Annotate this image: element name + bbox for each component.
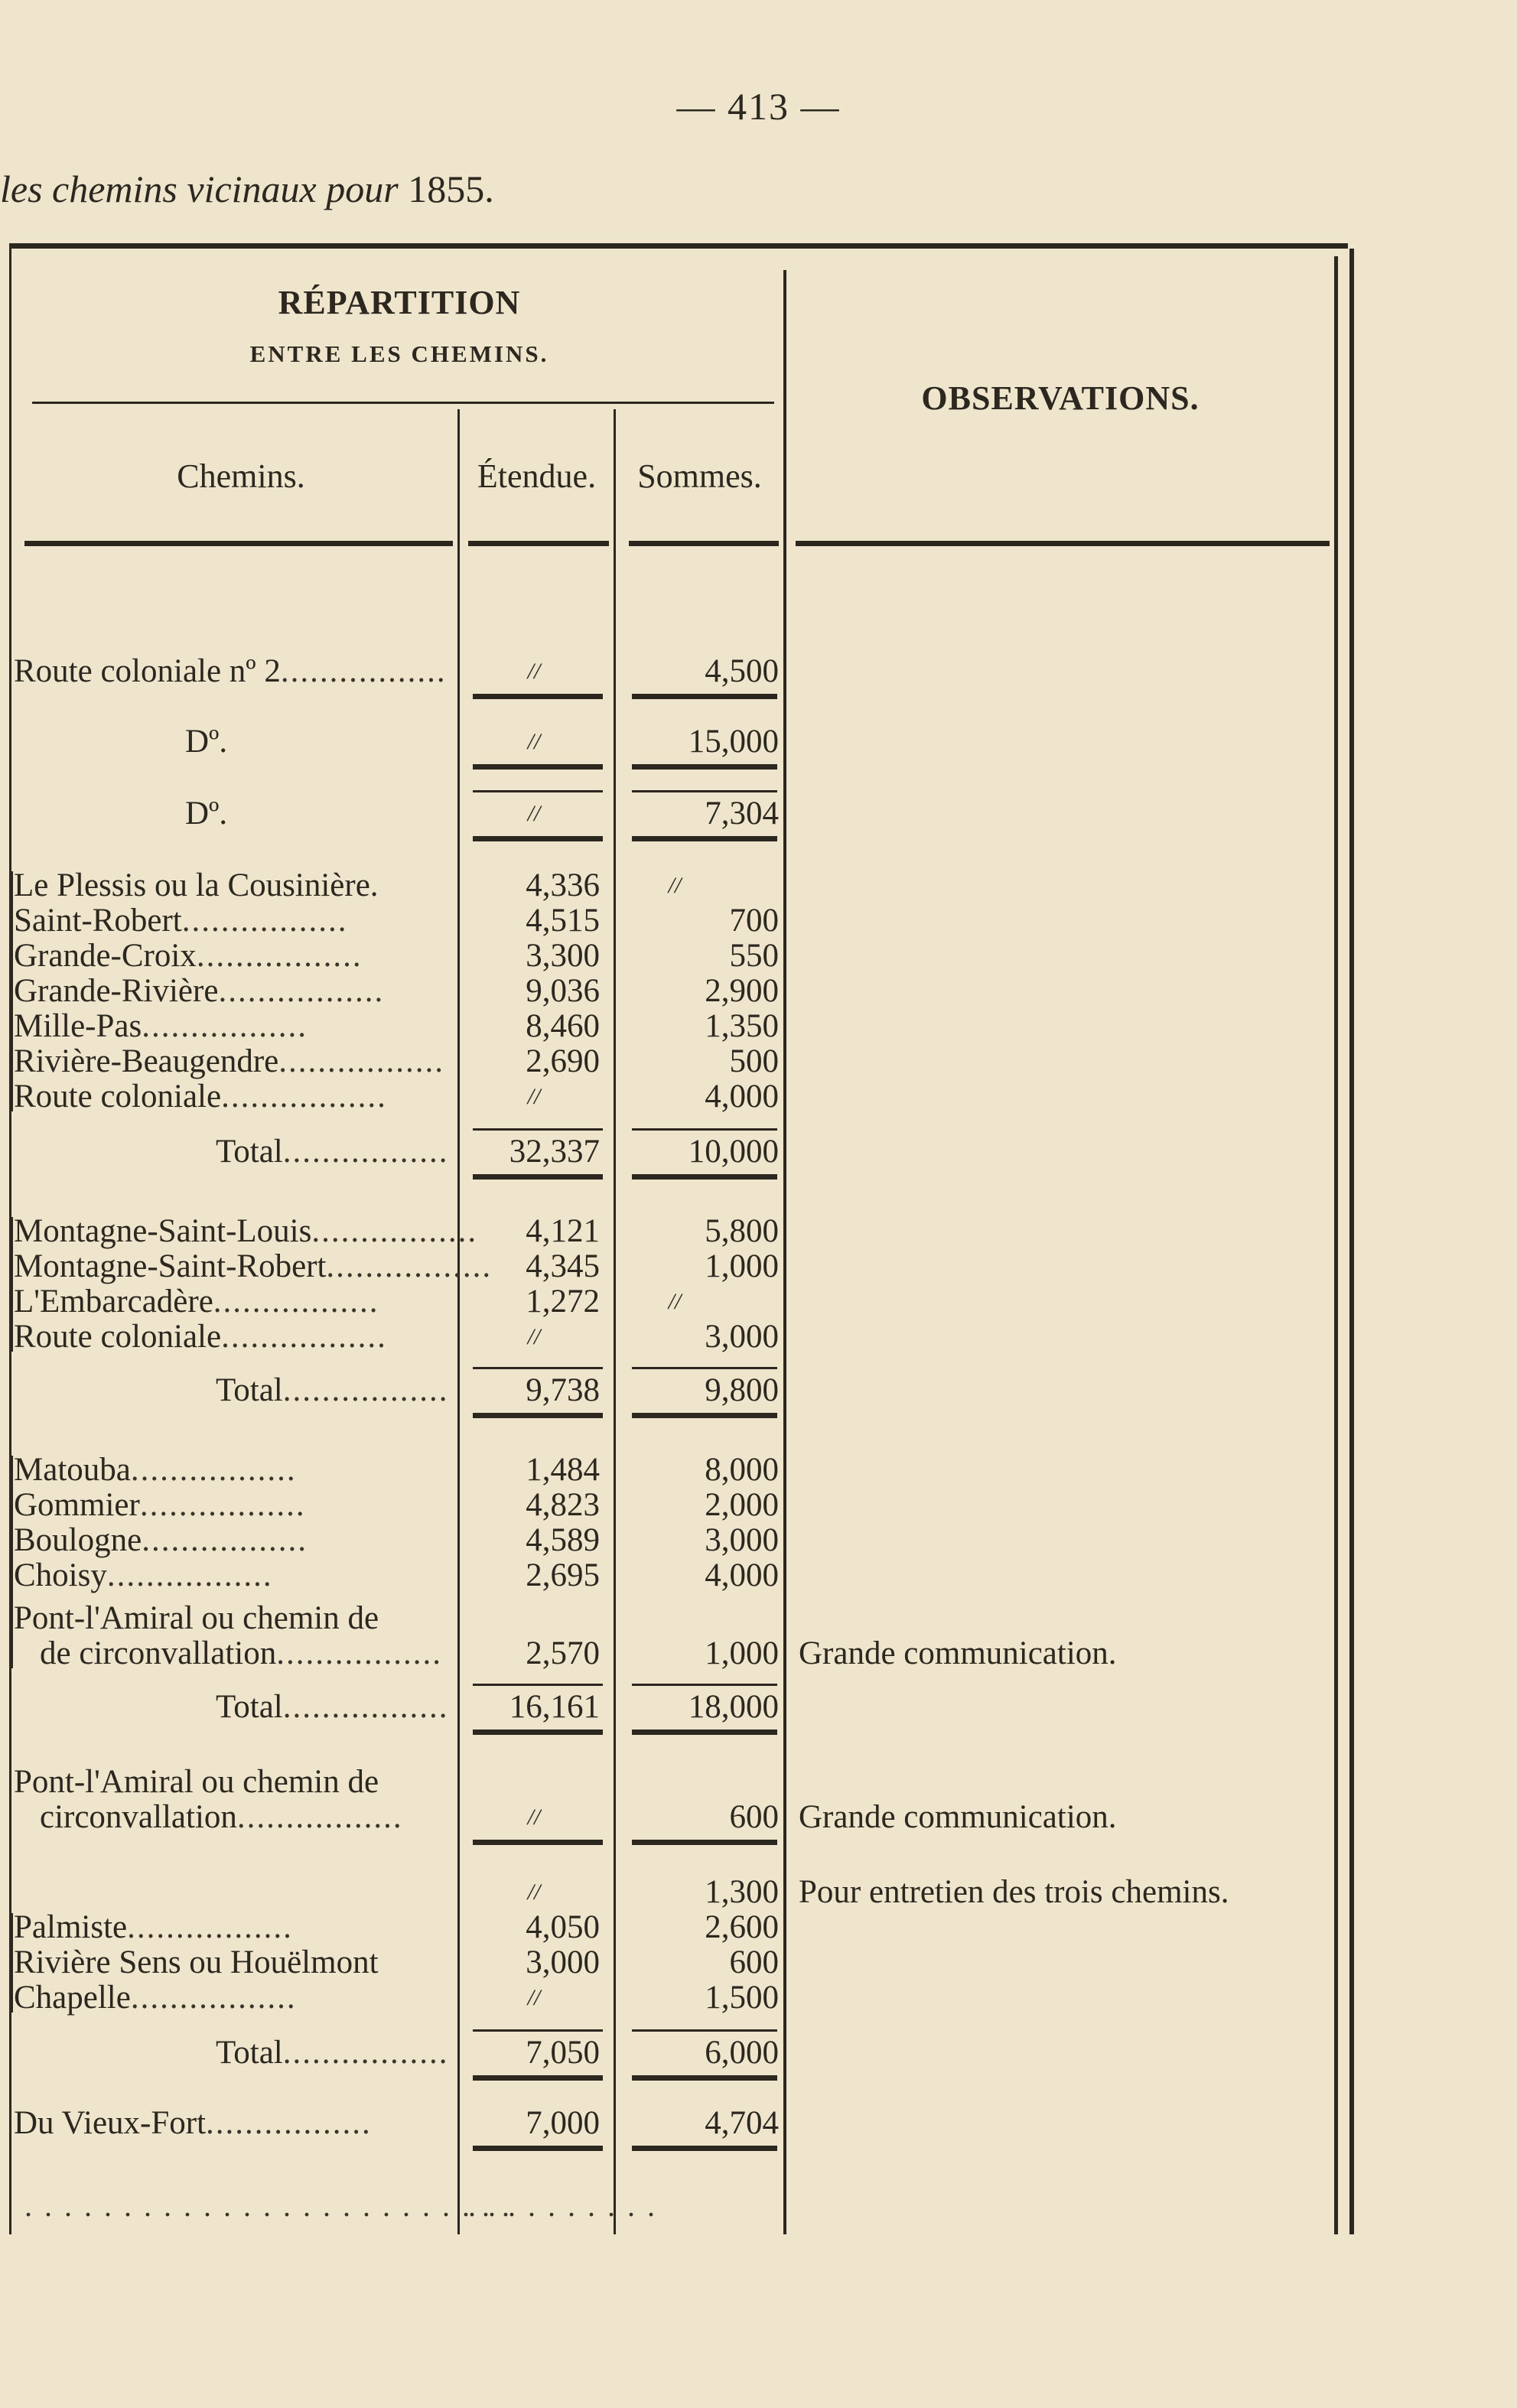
dotted-end-name: . . . . . . . . . . . . . . . . . . . . . . . . . [24, 2188, 512, 2223]
row-sum: 4,500 [705, 653, 779, 689]
row-extent: 2,695 [526, 1557, 600, 1593]
rule-extent [473, 836, 603, 841]
column-header-sums: Sommes. [637, 457, 762, 495]
row-name-text: Choisy [14, 1557, 107, 1593]
row-name [14, 1009, 453, 1044]
total-rule-sums [632, 1684, 777, 1686]
row-extent: 4,121 [526, 1213, 600, 1249]
leader-dots: ................. [127, 1909, 293, 1945]
row-name-text: Chapelle [14, 1980, 131, 2016]
row-sum: // [668, 1289, 682, 1314]
table-row [9, 1523, 1334, 1558]
total-rule-extent [473, 1128, 603, 1131]
table-row [9, 1373, 1334, 1408]
rule-extent [473, 1840, 603, 1845]
leader-dots: ................. [142, 1008, 308, 1044]
total-rule-extent [473, 790, 603, 792]
row-sum: 1,300 [705, 1874, 779, 1910]
leader-dots: ................. [311, 1213, 478, 1249]
row-name-text: circonvallation [40, 1799, 237, 1835]
row-sum: 6,000 [705, 2035, 779, 2071]
header-bottom-rule-extent [468, 541, 609, 546]
row-name [14, 1248, 493, 1284]
total-rule-extent [473, 1684, 603, 1686]
row-name-text: Rivière-Beaugendre [14, 1043, 279, 1079]
row-extent: // [527, 1324, 541, 1349]
row-name-text: Total [216, 1372, 283, 1408]
header-bottom-rule-obs [796, 541, 1330, 546]
leader-dots: ................. [278, 1043, 444, 1079]
row-sum: 3,000 [705, 1319, 779, 1355]
leader-dots: ................. [326, 1248, 493, 1284]
row-name-text: Route coloniale [14, 1079, 222, 1115]
table-row [9, 1044, 1334, 1079]
row-name [14, 1284, 453, 1320]
table-row [9, 1558, 1334, 1593]
row-extent: 4,336 [526, 867, 600, 903]
table-row [9, 1009, 1334, 1044]
row-sum: 4,000 [705, 1079, 779, 1115]
row-sum: 8,000 [705, 1452, 779, 1488]
rule-sums [632, 1730, 777, 1735]
table-row [9, 1765, 1334, 1800]
table-row [9, 1875, 1334, 1910]
leader-dots: ................. [142, 1522, 308, 1558]
group-bracket [11, 1913, 13, 2013]
row-name [40, 1636, 453, 1671]
row-sum: 2,000 [705, 1487, 779, 1523]
row-extent: // [527, 1985, 541, 2010]
row-extent: 4,050 [526, 1909, 600, 1945]
row-name-text: de circonvallation [40, 1635, 277, 1671]
table-row [9, 1079, 1334, 1115]
rule-sums [632, 764, 777, 770]
row-name-text: Gommier [14, 1487, 140, 1523]
row-name-text: Grande-Rivière [14, 973, 219, 1009]
row-sum: 10,000 [688, 1134, 779, 1170]
row-name-text: Montagne-Saint-Louis [14, 1213, 312, 1249]
table-row [9, 724, 1334, 760]
column-header-observations: OBSERVATIONS. [921, 379, 1200, 417]
leader-dots: ................. [221, 1079, 387, 1115]
row-extent: 8,460 [526, 1008, 600, 1044]
rule-sums [632, 2075, 777, 2081]
row-name [14, 939, 453, 974]
row-observation: Grande communication. [799, 1635, 1117, 1671]
rule-sums [632, 1174, 777, 1180]
row-name-text: Route coloniale nº 2 [14, 653, 281, 689]
leader-dots: ................. [236, 1799, 403, 1835]
table-row [9, 1945, 1334, 1980]
row-sum: 600 [729, 1944, 779, 1980]
row-sum: 1,000 [705, 1635, 779, 1671]
header-rule [32, 402, 774, 404]
right-inner-border [1334, 256, 1338, 2234]
row-observation: Grande communication. [799, 1799, 1117, 1835]
row-name [185, 724, 453, 760]
row-sum: 550 [729, 938, 779, 974]
table-row [9, 1636, 1334, 1671]
row-name [14, 1213, 478, 1249]
table-row [9, 868, 1334, 903]
leader-dots: ................. [181, 903, 348, 939]
table-row [9, 1488, 1334, 1523]
column-header-name: Chemins. [177, 457, 305, 495]
table-row [9, 654, 1334, 689]
table-row [9, 903, 1334, 939]
row-extent: 1,484 [526, 1452, 600, 1488]
row-name-text: Total [216, 1134, 283, 1170]
row-extent: 4,589 [526, 1522, 600, 1558]
row-name [14, 974, 453, 1009]
rule-extent [473, 2146, 603, 2151]
row-extent: 9,036 [526, 973, 600, 1009]
table-row [9, 1214, 1334, 1249]
table-title: RÉPARTITION [278, 284, 521, 321]
row-name-text: Dº. [185, 796, 228, 831]
leader-dots: ................. [282, 2035, 449, 2071]
total-rule-sums [632, 1367, 777, 1369]
row-name [14, 903, 453, 939]
row-name-text: Dº. [185, 724, 228, 760]
row-name-text: Pont-l'Amiral ou chemin de [14, 1600, 379, 1636]
row-sum: 5,800 [705, 1213, 779, 1249]
table-row [9, 939, 1334, 974]
row-extent: // [527, 1879, 541, 1905]
group-bracket [11, 1456, 13, 1668]
row-extent: 7,000 [526, 2105, 600, 2141]
running-title-text: chemins vicinaux pour [52, 168, 399, 210]
row-extent: 16,161 [509, 1689, 600, 1725]
page-number: — 413 — [676, 85, 841, 128]
table-row [9, 1690, 1334, 1725]
row-extent: 4,515 [526, 903, 600, 939]
row-name [14, 2106, 453, 2141]
row-name-text: Matouba [14, 1452, 131, 1488]
table-row [9, 974, 1334, 1009]
table-row [9, 2035, 1334, 2071]
row-name [14, 1320, 453, 1355]
row-extent: 3,000 [526, 1944, 600, 1980]
total-rule-extent [473, 2029, 603, 2032]
header-bottom-rule-name [24, 541, 453, 546]
rule-sums [632, 694, 777, 699]
row-extent: 4,345 [526, 1248, 600, 1284]
row-sum: 1,350 [705, 1008, 779, 1044]
table-row [9, 1910, 1334, 1945]
row-name-text: Route coloniale [14, 1319, 222, 1355]
row-sum: 1,000 [705, 1248, 779, 1284]
row-name [14, 1079, 453, 1115]
rule-sums [632, 1413, 777, 1418]
total-rule-sums [632, 790, 777, 792]
total-rule-sums [632, 2029, 777, 2032]
row-name-text: Grande-Croix [14, 938, 197, 974]
row-sum: 15,000 [688, 724, 779, 760]
rule-sums [632, 836, 777, 841]
row-sum: 600 [729, 1799, 779, 1835]
row-name [14, 654, 453, 689]
table-row [9, 1134, 1334, 1170]
leader-dots: ................. [282, 1372, 449, 1408]
row-extent: 2,570 [526, 1635, 600, 1671]
row-name [14, 1523, 453, 1558]
group-bracket [11, 871, 13, 1111]
total-rule-extent [473, 1367, 603, 1369]
leader-dots: ................. [196, 938, 363, 974]
row-name [14, 1601, 453, 1636]
table-row [9, 1453, 1334, 1488]
table-row [9, 1284, 1334, 1320]
leader-dots: ................. [206, 2105, 372, 2141]
total-rule-sums [632, 1128, 777, 1131]
row-sum: 18,000 [688, 1689, 779, 1725]
leader-dots: ................. [130, 1452, 297, 1488]
row-name-text: Pont-l'Amiral ou chemin de [14, 1764, 379, 1800]
row-name-text: Du Vieux-Fort [14, 2105, 207, 2141]
running-title-year: 1855. [408, 168, 494, 210]
row-extent: 4,823 [526, 1487, 600, 1523]
leader-dots: ................. [276, 1635, 442, 1671]
leader-dots: ................. [213, 1284, 379, 1320]
row-name [14, 1044, 453, 1079]
rule-extent [473, 2075, 603, 2081]
row-name-text: Saint-Robert [14, 903, 182, 939]
row-extent: // [527, 1804, 541, 1830]
row-sum: 4,000 [705, 1557, 779, 1593]
table-subtitle: ENTRE LES CHEMINS. [249, 340, 549, 367]
row-name [14, 1558, 453, 1593]
row-extent: 3,300 [526, 938, 600, 974]
rule-extent [473, 694, 603, 699]
row-sum: 3,000 [705, 1522, 779, 1558]
row-sum: 7,304 [705, 796, 779, 831]
row-name-text: Total [216, 2035, 283, 2071]
row-name-text: Mille-Pas [14, 1008, 142, 1044]
row-name [14, 1488, 453, 1523]
row-extent: // [527, 801, 541, 826]
row-sum: 2,900 [705, 973, 779, 1009]
row-name [14, 1765, 453, 1800]
leader-dots: ................. [106, 1557, 273, 1593]
row-name-text: Palmiste [14, 1909, 128, 1945]
rule-sums [632, 1840, 777, 1845]
row-name [14, 1910, 453, 1945]
row-sum: 700 [729, 903, 779, 939]
column-header-extent: Étendue. [477, 457, 597, 495]
rule-extent [473, 1413, 603, 1418]
leader-dots: ................. [280, 653, 447, 689]
rule-extent [473, 764, 603, 770]
running-title-prefix: les [0, 168, 43, 210]
row-extent: 1,272 [526, 1284, 600, 1320]
running-title [0, 167, 494, 211]
table-row [9, 1800, 1334, 1835]
row-name-text: Boulogne [14, 1522, 142, 1558]
row-name-text: Le Plessis ou la Cousinière. [14, 867, 379, 903]
row-sum: // [668, 873, 682, 898]
row-sum: 9,800 [705, 1372, 779, 1408]
row-extent: 2,690 [526, 1043, 600, 1079]
row-sum: 2,600 [705, 1909, 779, 1945]
row-name [216, 1134, 453, 1170]
rule-extent [473, 1730, 603, 1735]
row-extent: 32,337 [509, 1134, 600, 1170]
leader-dots: ................. [282, 1689, 449, 1725]
leader-dots: ................. [282, 1134, 449, 1170]
header-bottom-rule-sums [629, 541, 779, 546]
table-row [9, 1980, 1334, 2016]
row-name [14, 1453, 453, 1488]
row-name [40, 1800, 453, 1835]
table-row [9, 2106, 1334, 2141]
row-name-text: L'Embarcadère [14, 1284, 213, 1320]
row-name-text: Rivière Sens ou Houëlmont [14, 1944, 379, 1980]
row-extent: 7,050 [526, 2035, 600, 2071]
row-extent: // [527, 659, 541, 684]
row-name [185, 796, 453, 831]
row-extent: 9,738 [526, 1372, 600, 1408]
table-row [9, 1601, 1334, 1636]
row-sum: 1,500 [705, 1980, 779, 2016]
group-bracket [11, 1217, 13, 1352]
row-name [14, 1945, 453, 1980]
row-name [216, 1690, 453, 1725]
row-name [216, 2035, 453, 2071]
row-observation: Pour entretien des trois chemins. [799, 1874, 1229, 1910]
table-row [9, 796, 1334, 831]
row-extent: // [527, 729, 541, 754]
allocation-table [9, 243, 1348, 2234]
row-name-text: Montagne-Saint-Robert [14, 1248, 327, 1284]
dotted-end-extent: . . . . . . . . . . [468, 2188, 657, 2223]
leader-dots: ................. [130, 1980, 297, 2016]
row-sum: 500 [729, 1043, 779, 1079]
leader-dots: ................. [218, 973, 385, 1009]
row-extent: // [527, 1084, 541, 1109]
rule-sums [632, 2146, 777, 2151]
leader-dots: ................. [221, 1319, 387, 1355]
table-row [9, 1249, 1334, 1284]
rule-extent [473, 1174, 603, 1180]
table-row [9, 1320, 1334, 1355]
row-name [216, 1373, 453, 1408]
leader-dots: ................. [139, 1487, 306, 1523]
row-name [14, 1980, 453, 2016]
row-sum: 4,704 [705, 2105, 779, 2141]
row-name-text: Total [216, 1689, 283, 1725]
row-name [14, 868, 453, 903]
